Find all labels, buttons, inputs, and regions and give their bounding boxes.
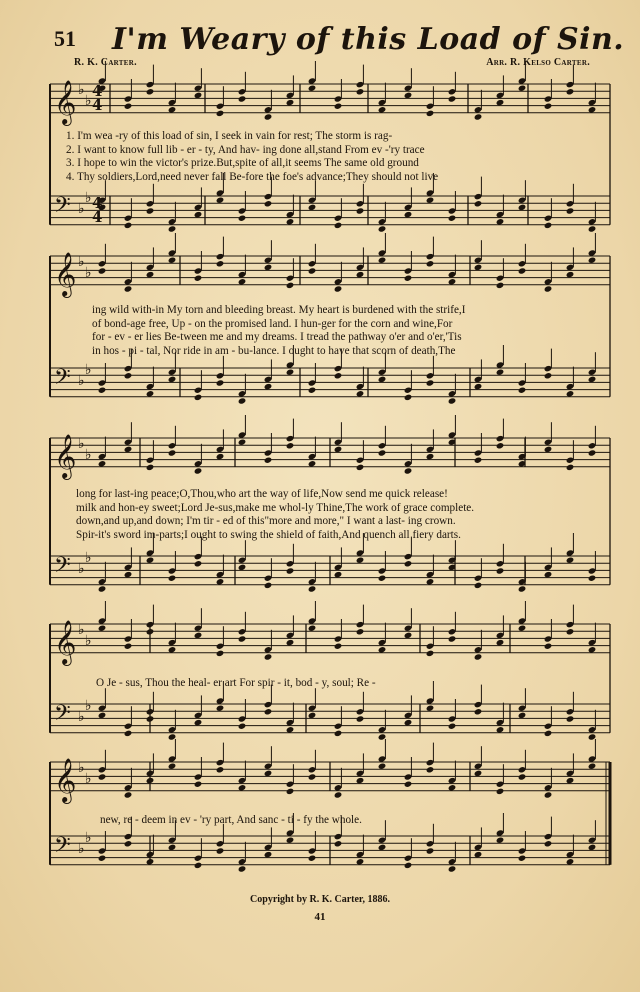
verse-4-line: 4. Thy soldiers,Lord,need never fall Be-fore the foe's advance;They should not live <box>66 170 439 183</box>
flat-icon: ♭ <box>78 562 85 577</box>
note-head <box>124 285 133 292</box>
note-head <box>378 225 387 232</box>
note-head <box>544 103 553 110</box>
treble-clef-icon: 𝄞 <box>54 252 77 296</box>
note-head <box>474 653 483 660</box>
refrain-line-1: O Je - sus, Thou the heal- er art For spir - it, bod - y, soul; Re - <box>96 677 376 689</box>
note-head <box>518 267 527 274</box>
note-head <box>404 275 413 282</box>
note-head <box>194 560 203 567</box>
note-head <box>308 585 317 592</box>
flat-icon: ♭ <box>85 94 92 109</box>
note-head <box>264 708 273 715</box>
verse-3-line: for - ev - er lies Be-tween me and my dreams. I tread the pathway o'er and o'er,'Tis <box>92 331 462 344</box>
note-head <box>124 730 133 737</box>
note-head <box>566 207 575 214</box>
note-head <box>216 260 225 267</box>
note-head <box>404 781 413 788</box>
note-head <box>518 387 527 394</box>
note-head <box>168 225 177 232</box>
note-head <box>194 275 203 282</box>
note-head <box>544 643 553 650</box>
note-head <box>308 267 317 274</box>
note-head <box>264 653 273 660</box>
note-head <box>124 643 133 650</box>
note-head <box>98 855 107 862</box>
flat-icon: ♭ <box>85 448 92 463</box>
note-head <box>124 103 133 110</box>
note-head <box>308 855 317 862</box>
note-head <box>308 773 317 780</box>
note-head <box>168 449 177 456</box>
note-head <box>334 285 343 292</box>
note-head <box>124 791 133 798</box>
note-head <box>308 387 317 394</box>
verse-2-line: milk and hon-ey sweet;Lord Je-sus,make me whol-ly Thine,The work of grace complete. <box>76 501 475 514</box>
note-head <box>518 585 527 592</box>
note-head <box>124 840 133 847</box>
flat-icon: ♭ <box>78 842 85 857</box>
note-head <box>588 225 597 232</box>
note-head <box>98 267 107 274</box>
note-head <box>356 715 365 722</box>
note-head <box>286 442 295 449</box>
flat-icon: ♭ <box>78 710 85 725</box>
verse-4-line: Spir-it's sword im-parts;I ought to swing the shield of faith,And quench all fiery darts. <box>76 528 461 541</box>
note-head <box>544 791 553 798</box>
note-head <box>544 285 553 292</box>
hymn-title: I'm Weary of this Load of Sin. <box>112 22 625 57</box>
note-head <box>404 394 413 401</box>
note-head <box>588 449 597 456</box>
note-head <box>356 207 365 214</box>
note-head <box>216 847 225 854</box>
note-head <box>426 379 435 386</box>
verse-2-line: 2. I want to know full lib - er - ty, And hav- ing done all,stand From ev -'ry trace <box>66 143 425 156</box>
page-number: 41 <box>314 911 326 923</box>
note-head <box>378 449 387 456</box>
treble-clef-icon: 𝄞 <box>54 620 77 664</box>
note-head <box>216 110 225 117</box>
note-head <box>356 88 365 95</box>
note-head <box>566 628 575 635</box>
note-head <box>474 457 483 464</box>
note-head <box>264 200 273 207</box>
note-head <box>544 372 553 379</box>
flat-icon: ♭ <box>85 266 92 281</box>
note-head <box>216 766 225 773</box>
flat-icon: ♭ <box>78 83 85 98</box>
verse-lyrics-system-3 <box>76 488 624 542</box>
note-head <box>286 282 295 289</box>
note-head <box>238 95 247 102</box>
verse-1-line: 1. I'm wea -ry of this load of sin, I seek in vain for rest; The storm is rag- <box>66 130 393 142</box>
flat-icon: ♭ <box>78 761 85 776</box>
bass-clef-icon: 𝄢 <box>54 365 71 395</box>
note-head <box>334 643 343 650</box>
flat-icon: ♭ <box>78 437 85 452</box>
note-head <box>146 464 155 471</box>
note-head <box>334 791 343 798</box>
note-head <box>146 207 155 214</box>
flat-icon: ♭ <box>85 699 92 714</box>
flat-icon: ♭ <box>85 831 92 846</box>
note-head <box>588 575 597 582</box>
hymn-number: 51 <box>54 26 76 51</box>
verse-1-line: long for last-ing peace;O,Thou,who art the way of life,Now send me quick release! <box>76 488 448 500</box>
time-signature: 4 <box>92 194 103 212</box>
note-head <box>544 840 553 847</box>
note-head <box>496 282 505 289</box>
note-head <box>334 730 343 737</box>
author-credit: R. K. Carter. <box>74 57 137 68</box>
verse-lyrics-system-1 <box>66 130 614 184</box>
bass-clef-icon: 𝄢 <box>54 833 71 863</box>
time-signature: 4 <box>92 208 103 226</box>
verse-3-line: down,and up,and down; I'm tir - ed of this"more and more," I want a last- ing crown. <box>76 515 456 528</box>
refrain-line-2: new, re - deem in ev - 'ry part, And sanc - ti - fy the whole. <box>100 814 362 826</box>
verse-1-line: ing wild with-in My torn and bleeding breast. My heart is burdened with the strife,I <box>92 304 466 316</box>
note-head <box>566 464 575 471</box>
note-head <box>216 650 225 657</box>
note-head <box>448 95 457 102</box>
arranger-credit: Arr. R. Kelso Carter. <box>486 57 590 68</box>
note-head <box>474 113 483 120</box>
note-head <box>448 397 457 404</box>
bass-clef-icon: 𝄢 <box>54 701 71 731</box>
note-head <box>356 628 365 635</box>
note-head <box>566 715 575 722</box>
verse-2-line: of bond-age free, Up - on the promised land. I hun-ger for the corn and wine,For <box>92 317 453 330</box>
note-head <box>238 215 247 222</box>
note-head <box>286 567 295 574</box>
flat-icon: ♭ <box>85 551 92 566</box>
bass-clef-icon: 𝄢 <box>54 193 71 223</box>
copyright-notice: Copyright by R. K. Carter, 1886. <box>250 894 390 905</box>
time-signature: 4 <box>92 96 103 114</box>
note-head <box>194 862 203 869</box>
note-head <box>426 847 435 854</box>
note-head <box>474 200 483 207</box>
note-head <box>264 582 273 589</box>
note-head <box>238 723 247 730</box>
treble-clef-icon: 𝄞 <box>54 80 77 124</box>
note-head <box>146 628 155 635</box>
flat-icon: ♭ <box>85 363 92 378</box>
flat-icon: ♭ <box>85 772 92 787</box>
note-head <box>264 113 273 120</box>
note-head <box>124 222 133 229</box>
note-head <box>98 773 107 780</box>
note-head <box>378 575 387 582</box>
note-head <box>474 582 483 589</box>
note-head <box>216 379 225 386</box>
note-head <box>334 372 343 379</box>
note-head <box>98 585 107 592</box>
note-head <box>238 865 247 872</box>
note-head <box>334 222 343 229</box>
note-head <box>168 575 177 582</box>
flat-icon: ♭ <box>78 374 85 389</box>
note-head <box>238 635 247 642</box>
verse-lyrics-system-2 <box>92 304 640 358</box>
note-head <box>448 215 457 222</box>
note-head <box>544 222 553 229</box>
note-head <box>474 708 483 715</box>
note-head <box>448 635 457 642</box>
flat-icon: ♭ <box>78 202 85 217</box>
note-head <box>146 88 155 95</box>
verse-3-line: 3. I hope to win the victor's prize.But,spite of all,it seems The same old ground <box>66 157 419 170</box>
note-head <box>448 865 457 872</box>
treble-clef-icon: 𝄞 <box>54 758 77 802</box>
note-head <box>98 387 107 394</box>
bass-clef-icon: 𝄢 <box>54 553 71 583</box>
note-head <box>426 766 435 773</box>
flat-icon: ♭ <box>78 255 85 270</box>
verse-4-line: in hos - pi - tal, Nor ride in am - bu-lance. I ought to have that scorn of death,The <box>92 344 456 357</box>
note-head <box>194 394 203 401</box>
note-head <box>194 467 203 474</box>
note-head <box>334 103 343 110</box>
note-head <box>518 855 527 862</box>
flat-icon: ♭ <box>78 623 85 638</box>
note-head <box>146 715 155 722</box>
note-head <box>404 862 413 869</box>
note-head <box>566 88 575 95</box>
note-head <box>496 567 505 574</box>
note-head <box>448 723 457 730</box>
time-signature: 4 <box>92 82 103 100</box>
note-head <box>286 788 295 795</box>
note-head <box>426 260 435 267</box>
note-head <box>194 781 203 788</box>
note-head <box>124 372 133 379</box>
note-head <box>404 467 413 474</box>
note-head <box>426 650 435 657</box>
note-head <box>238 397 247 404</box>
note-head <box>496 788 505 795</box>
note-head <box>404 560 413 567</box>
note-head <box>334 840 343 847</box>
flat-icon: ♭ <box>85 191 92 206</box>
note-head <box>496 442 505 449</box>
note-head <box>544 730 553 737</box>
note-head <box>356 464 365 471</box>
note-head <box>518 773 527 780</box>
note-head <box>264 457 273 464</box>
note-head <box>426 110 435 117</box>
flat-icon: ♭ <box>85 634 92 649</box>
treble-clef-icon: 𝄞 <box>54 434 77 478</box>
